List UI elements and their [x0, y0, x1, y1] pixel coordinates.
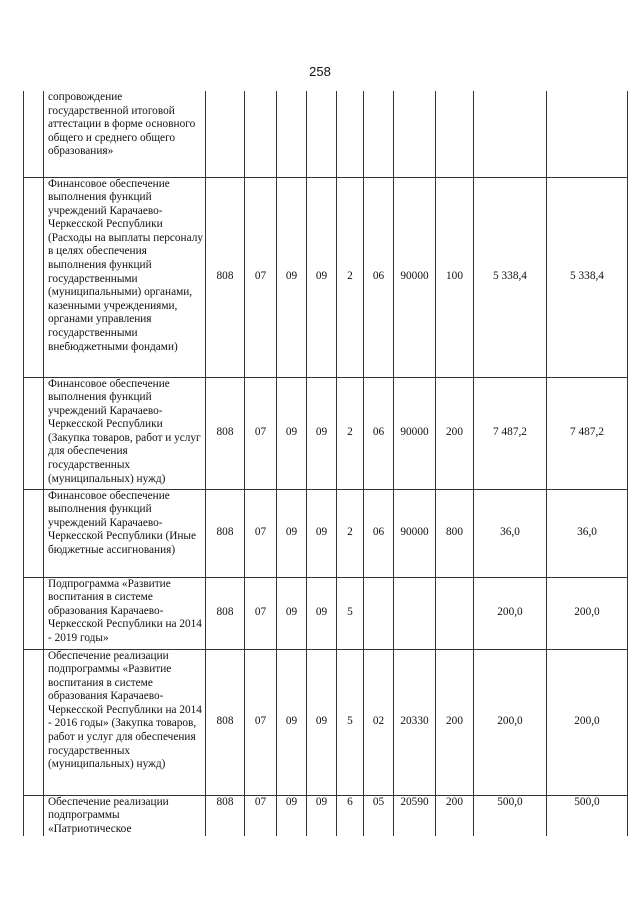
- row-number-cell: [24, 577, 44, 649]
- amount-cell-1: 500,0: [474, 795, 547, 836]
- ministry-code-cell: 808: [206, 577, 245, 649]
- row-name-cell: Обеспечение реализации подпрограммы «Патриотическое: [44, 795, 206, 836]
- amount-cell-1: 200,0: [474, 577, 547, 649]
- expense-code-cell: 20330: [394, 649, 436, 795]
- amount-cell-1: 200,0: [474, 649, 547, 795]
- program-code-cell: 09: [307, 795, 337, 836]
- subprogram-code-cell: 2: [337, 177, 364, 377]
- amount-cell-1: 5 338,4: [474, 177, 547, 377]
- expense-type-cell: [436, 91, 474, 177]
- amount-cell-1: 7 487,2: [474, 377, 547, 489]
- row-number-cell: [24, 377, 44, 489]
- direction-code-cell: [364, 577, 394, 649]
- expense-code-cell: [394, 91, 436, 177]
- subsection-code-cell: 09: [277, 377, 307, 489]
- program-code-cell: 09: [307, 489, 337, 577]
- subsection-code-cell: 09: [277, 177, 307, 377]
- expense-type-cell: [436, 577, 474, 649]
- ministry-code-cell: 808: [206, 649, 245, 795]
- amount-cell-1: [474, 91, 547, 177]
- expense-type-cell: 100: [436, 177, 474, 377]
- direction-code-cell: 06: [364, 489, 394, 577]
- amount-cell-2: 7 487,2: [547, 377, 628, 489]
- row-number-cell: [24, 795, 44, 836]
- section-code-cell: 07: [245, 177, 277, 377]
- row-number-cell: [24, 489, 44, 577]
- subprogram-code-cell: 5: [337, 577, 364, 649]
- row-name-cell: Обеспечение реализации подпрограммы «Развитие воспитания в системе образования Карачаево-Черкесской Республики на 2014 - 2016 годы» (Закупка товаров, работ и услуг для обеспечения государственных (муниципальных) нужд): [44, 649, 206, 795]
- row-name-cell: сопровождение государственной итоговой аттестации в форме основного общего и среднего общего образования»: [44, 91, 206, 177]
- section-code-cell: 07: [245, 649, 277, 795]
- row-number-cell: [24, 177, 44, 377]
- expense-code-cell: [394, 577, 436, 649]
- program-code-cell: 09: [307, 377, 337, 489]
- subprogram-code-cell: 2: [337, 489, 364, 577]
- subsection-code-cell: 09: [277, 577, 307, 649]
- section-code-cell: 07: [245, 489, 277, 577]
- ministry-code-cell: 808: [206, 489, 245, 577]
- expense-type-cell: 200: [436, 649, 474, 795]
- budget-table: [23, 91, 628, 836]
- row-name-cell: Финансовое обеспечение выполнения функций учреждений Карачаево-Черкесской Республики (Расходы на выплаты персоналу в целях обеспечения выполнения функций государственными (муниципальными) органами, казенными учреждениями, органами управления государственными внебюджетными фондами): [44, 177, 206, 377]
- subsection-code-cell: 09: [277, 795, 307, 836]
- subsection-code-cell: 09: [277, 649, 307, 795]
- page-number: 258: [309, 64, 331, 79]
- program-code-cell: 09: [307, 177, 337, 377]
- direction-code-cell: [364, 91, 394, 177]
- row-number-cell: [24, 91, 44, 177]
- ministry-code-cell: 808: [206, 177, 245, 377]
- table-row: [24, 377, 628, 489]
- subprogram-code-cell: 5: [337, 649, 364, 795]
- direction-code-cell: 05: [364, 795, 394, 836]
- section-code-cell: [245, 91, 277, 177]
- amount-cell-2: 36,0: [547, 489, 628, 577]
- amount-cell-2: 200,0: [547, 577, 628, 649]
- section-code-cell: 07: [245, 377, 277, 489]
- expense-code-cell: 90000: [394, 377, 436, 489]
- direction-code-cell: 02: [364, 649, 394, 795]
- direction-code-cell: 06: [364, 177, 394, 377]
- table-row: [24, 795, 628, 836]
- amount-cell-1: 36,0: [474, 489, 547, 577]
- expense-code-cell: 90000: [394, 177, 436, 377]
- ministry-code-cell: 808: [206, 377, 245, 489]
- amount-cell-2: 500,0: [547, 795, 628, 836]
- section-code-cell: 07: [245, 577, 277, 649]
- subsection-code-cell: [277, 91, 307, 177]
- expense-code-cell: 90000: [394, 489, 436, 577]
- amount-cell-2: 200,0: [547, 649, 628, 795]
- amount-cell-2: 5 338,4: [547, 177, 628, 377]
- section-code-cell: 07: [245, 795, 277, 836]
- program-code-cell: [307, 91, 337, 177]
- subprogram-code-cell: 2: [337, 377, 364, 489]
- row-name-cell: Финансовое обеспечение выполнения функций учреждений Карачаево-Черкесской Республики (Иные бюджетные ассигнования): [44, 489, 206, 577]
- amount-cell-2: [547, 91, 628, 177]
- subprogram-code-cell: [337, 91, 364, 177]
- table-row: [24, 489, 628, 577]
- table-row: [24, 649, 628, 795]
- expense-code-cell: 20590: [394, 795, 436, 836]
- expense-type-cell: 200: [436, 795, 474, 836]
- expense-type-cell: 200: [436, 377, 474, 489]
- row-number-cell: [24, 649, 44, 795]
- row-name-cell: Финансовое обеспечение выполнения функций учреждений Карачаево-Черкесской Республики (Закупка товаров, работ и услуг для обеспечения государственных (муниципальных) нужд): [44, 377, 206, 489]
- table-row: [24, 577, 628, 649]
- program-code-cell: 09: [307, 649, 337, 795]
- program-code-cell: 09: [307, 577, 337, 649]
- direction-code-cell: 06: [364, 377, 394, 489]
- ministry-code-cell: [206, 91, 245, 177]
- table-row: [24, 177, 628, 377]
- subprogram-code-cell: 6: [337, 795, 364, 836]
- subsection-code-cell: 09: [277, 489, 307, 577]
- expense-type-cell: 800: [436, 489, 474, 577]
- table-row: [24, 91, 628, 177]
- row-name-cell: Подпрограмма «Развитие воспитания в системе образования Карачаево-Черкесской Республики на 2014 - 2019 годы»: [44, 577, 206, 649]
- ministry-code-cell: 808: [206, 795, 245, 836]
